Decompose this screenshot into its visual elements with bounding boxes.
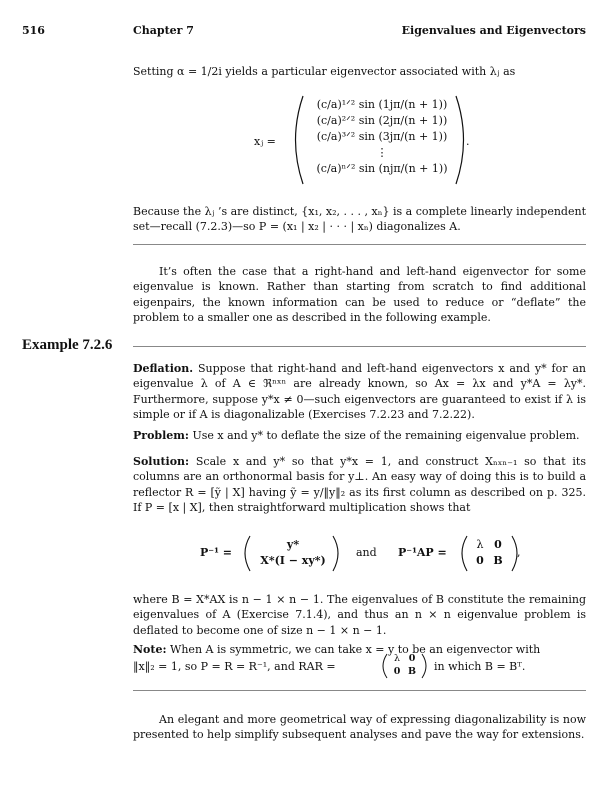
eigvec-row: (c/a)¹ᐟ² sin (1jπ/(n + 1)) [316,98,448,111]
deflation-intro-paragraph: It’s often the case that a right-hand and left-hand eigenvector for some eigenvalue is known. Rather than starting from scratch to find additional eigenpairs, the known information can be used to reduce or “deflate” the problem to a smaller one as described in the following example. [133,265,586,324]
note-matrix-entry: 0 [408,653,416,664]
eigvec-lhs: xⱼ = [254,135,276,148]
note-title: Note: [133,643,167,656]
pinv-bottom-row: X*(I − xy*) [260,554,326,567]
eigvec-row: (c/a)²ᐟ² sin (2jπ/(n + 1)) [316,114,448,127]
note-matrix-entry: λ [393,653,401,664]
pap-entry: 0 [476,554,484,567]
problem-text: Use x and y* to deflate the size of the remaining eigenvalue problem. [188,429,580,442]
eigvec-row: (c/a)ⁿᐟ² sin (njπ/(n + 1)) [316,162,448,175]
pap-entry: 0 [494,538,502,551]
chapter-label: Chapter 7 [133,24,194,37]
note-text: When A is symmetric, we can take x = y to be an eigenvector with [166,643,541,656]
where-paragraph: where B = X*AX is n − 1 × n − 1. The eigenvalues of B constitute the remaining eigenvalues of A (Exercise 7.1.4), and thus an n × n eigenvalue problem is deflated to become one of size n − 1 × n − 1. [133,593,586,637]
solution-text: Scale x and y* so that y*x = 1, and construct Xₙₓₙ₋₁ so that its columns are an orthonormal basis for y⊥. An easy way of doing this is to build a reflector R = [ỹ | X] having ỹ = y/‖y‖₂ as its first column as described on p. 325. If P = [x | X], then straightforward multiplication shows that [133,455,586,514]
note-matrix-entry: B [407,666,417,677]
pap-entry: B [493,554,503,567]
pap-lhs: P⁻¹AP = [398,546,447,559]
pinv-top-row: y* [286,538,300,551]
pinv-lhs: P⁻¹ = [200,546,232,559]
deflation-title: Deflation. [133,362,194,375]
distinct-paragraph: Because the λⱼ ’s are distinct, {x₁, x₂, . . . , xₙ} is a complete linearly independent set—recall (7.2.3)—so P = (x₁ | x₂ | · · · | xₙ) diagonalizes A. [133,205,586,234]
and-word: and [356,546,377,559]
problem-title: Problem: [133,429,189,442]
running-title: Eigenvalues and Eigenvectors [401,24,586,37]
note-line-1 [133,642,586,657]
pap-end: , [517,546,521,559]
solution-title: Solution: [133,455,190,468]
eigvec-row: (c/a)³ᐟ² sin (3jπ/(n + 1)) [316,130,448,143]
intro-line: Setting α = 1/2i yields a particular eigenvector associated with λⱼ as [133,65,516,78]
eigvec-row: ⋮ [376,146,388,159]
example-label: Example 7.2.6 [22,337,113,353]
pap-entry: λ [476,538,484,551]
final-paragraph: An elegant and more geometrical way of expressing diagonalizability is now presented to help simplify subsequent analyses and pave the way for extensions. [133,713,586,742]
note-line-2b: in which B = Bᵀ. [434,660,526,673]
note-line-2a: ‖x‖₂ = 1, so P = R = R⁻¹, and RAR = [133,660,336,673]
note-matrix-entry: 0 [393,666,401,677]
divider [133,690,586,691]
page-number: 516 [22,24,45,37]
eigvec-end: . [466,135,470,148]
deflation-text: Suppose that right-hand and left-hand eigenvectors x and y* for an eigenvalue λ of A ∈ ℜⁿˣⁿ are already known, so Ax = λx and y*A = λy*. Furthermore, suppose y*x ≠ 0—such eigenvectors are guaranteed to exist if λ is simple or if A is diagonalizable (Exercises 7.2.23 and 7.2.22). [133,362,586,421]
